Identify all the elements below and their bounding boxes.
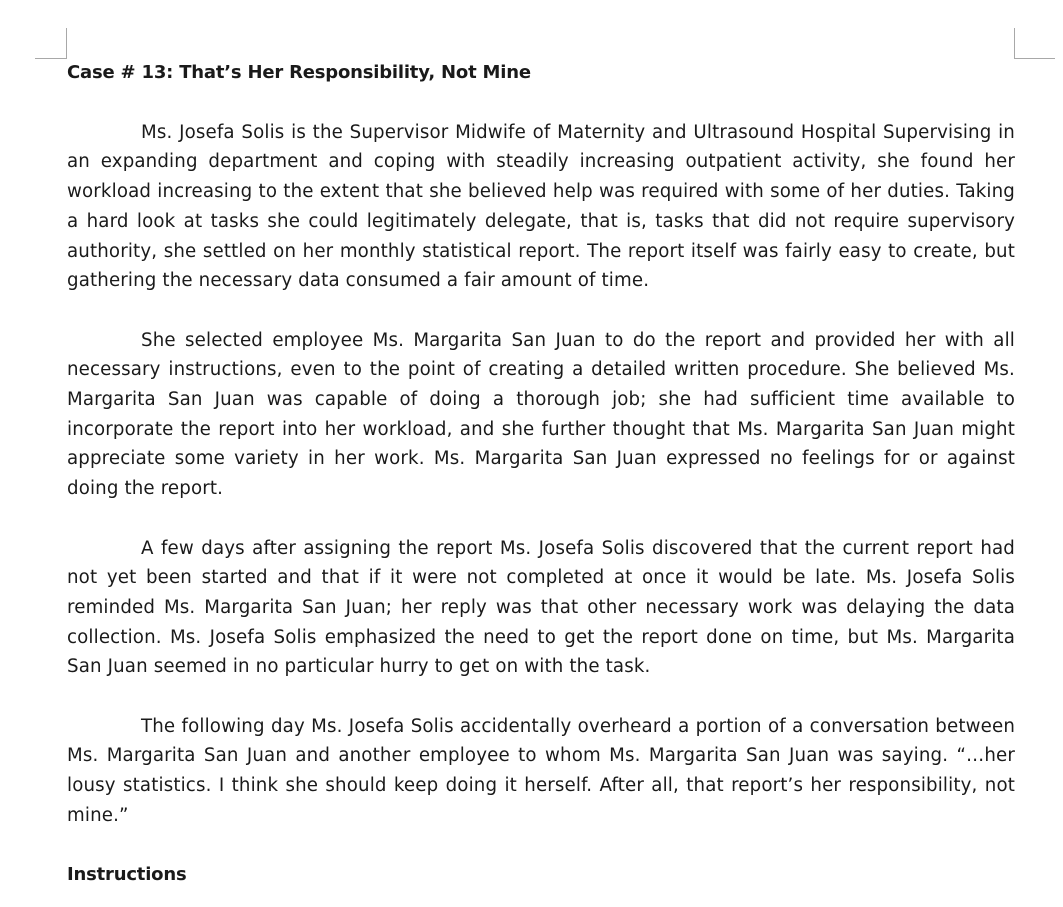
paragraph-1: Ms. Josefa Solis is the Supervisor Midwife of Maternity and Ultrasound Hospital Supervising in an expanding department and coping with steadily increasing outpatient activity, she found her workload increasing to the extent that she believed help was required with some of her duties. Taking a hard look at tasks she could legitimately delegate, that is, tasks that did not require supervisory authority, she settled on her monthly statistical report. The report itself was fairly easy to create, but gathering the necessary data consumed a fair amount of time. [67, 121, 1015, 292]
document-page [67, 58, 1015, 890]
paragraph-4: The following day Ms. Josefa Solis accidentally overheard a portion of a conversation between Ms. Margarita San Juan and another employee to whom Ms. Margarita San Juan was saying. “…her lousy statistics. I think she should keep doing it herself. After all, that report’s her responsibility, not mine.” [67, 715, 1015, 826]
crop-mark-top-right [1014, 28, 1055, 59]
instructions-heading: Instructions [67, 864, 187, 886]
paragraph-2: She selected employee Ms. Margarita San Juan to do the report and provided her with all necessary instructions, even to the point of creating a detailed written procedure. She believed Ms. Margarita San Juan was capable of doing a thorough job; she had sufficient time available to incorporate the report into her workload, and she further thought that Ms. Margarita San Juan might appreciate some variety in her work. Ms. Margarita San Juan expressed no feelings for or against doing the report. [67, 329, 1015, 500]
crop-mark-top-left [35, 28, 67, 59]
paragraph-3: A few days after assigning the report Ms. Josefa Solis discovered that the current report had not yet been started and that if it were not completed at once it would be late. Ms. Josefa Solis reminded Ms. Margarita San Juan; her reply was that other necessary work was delaying the data collection. Ms. Josefa Solis emphasized the need to get the report done on time, but Ms. Margarita San Juan seemed in no particular hurry to get on with the task. [67, 537, 1015, 678]
case-title: Case # 13: That’s Her Responsibility, Not Mine [67, 62, 531, 83]
